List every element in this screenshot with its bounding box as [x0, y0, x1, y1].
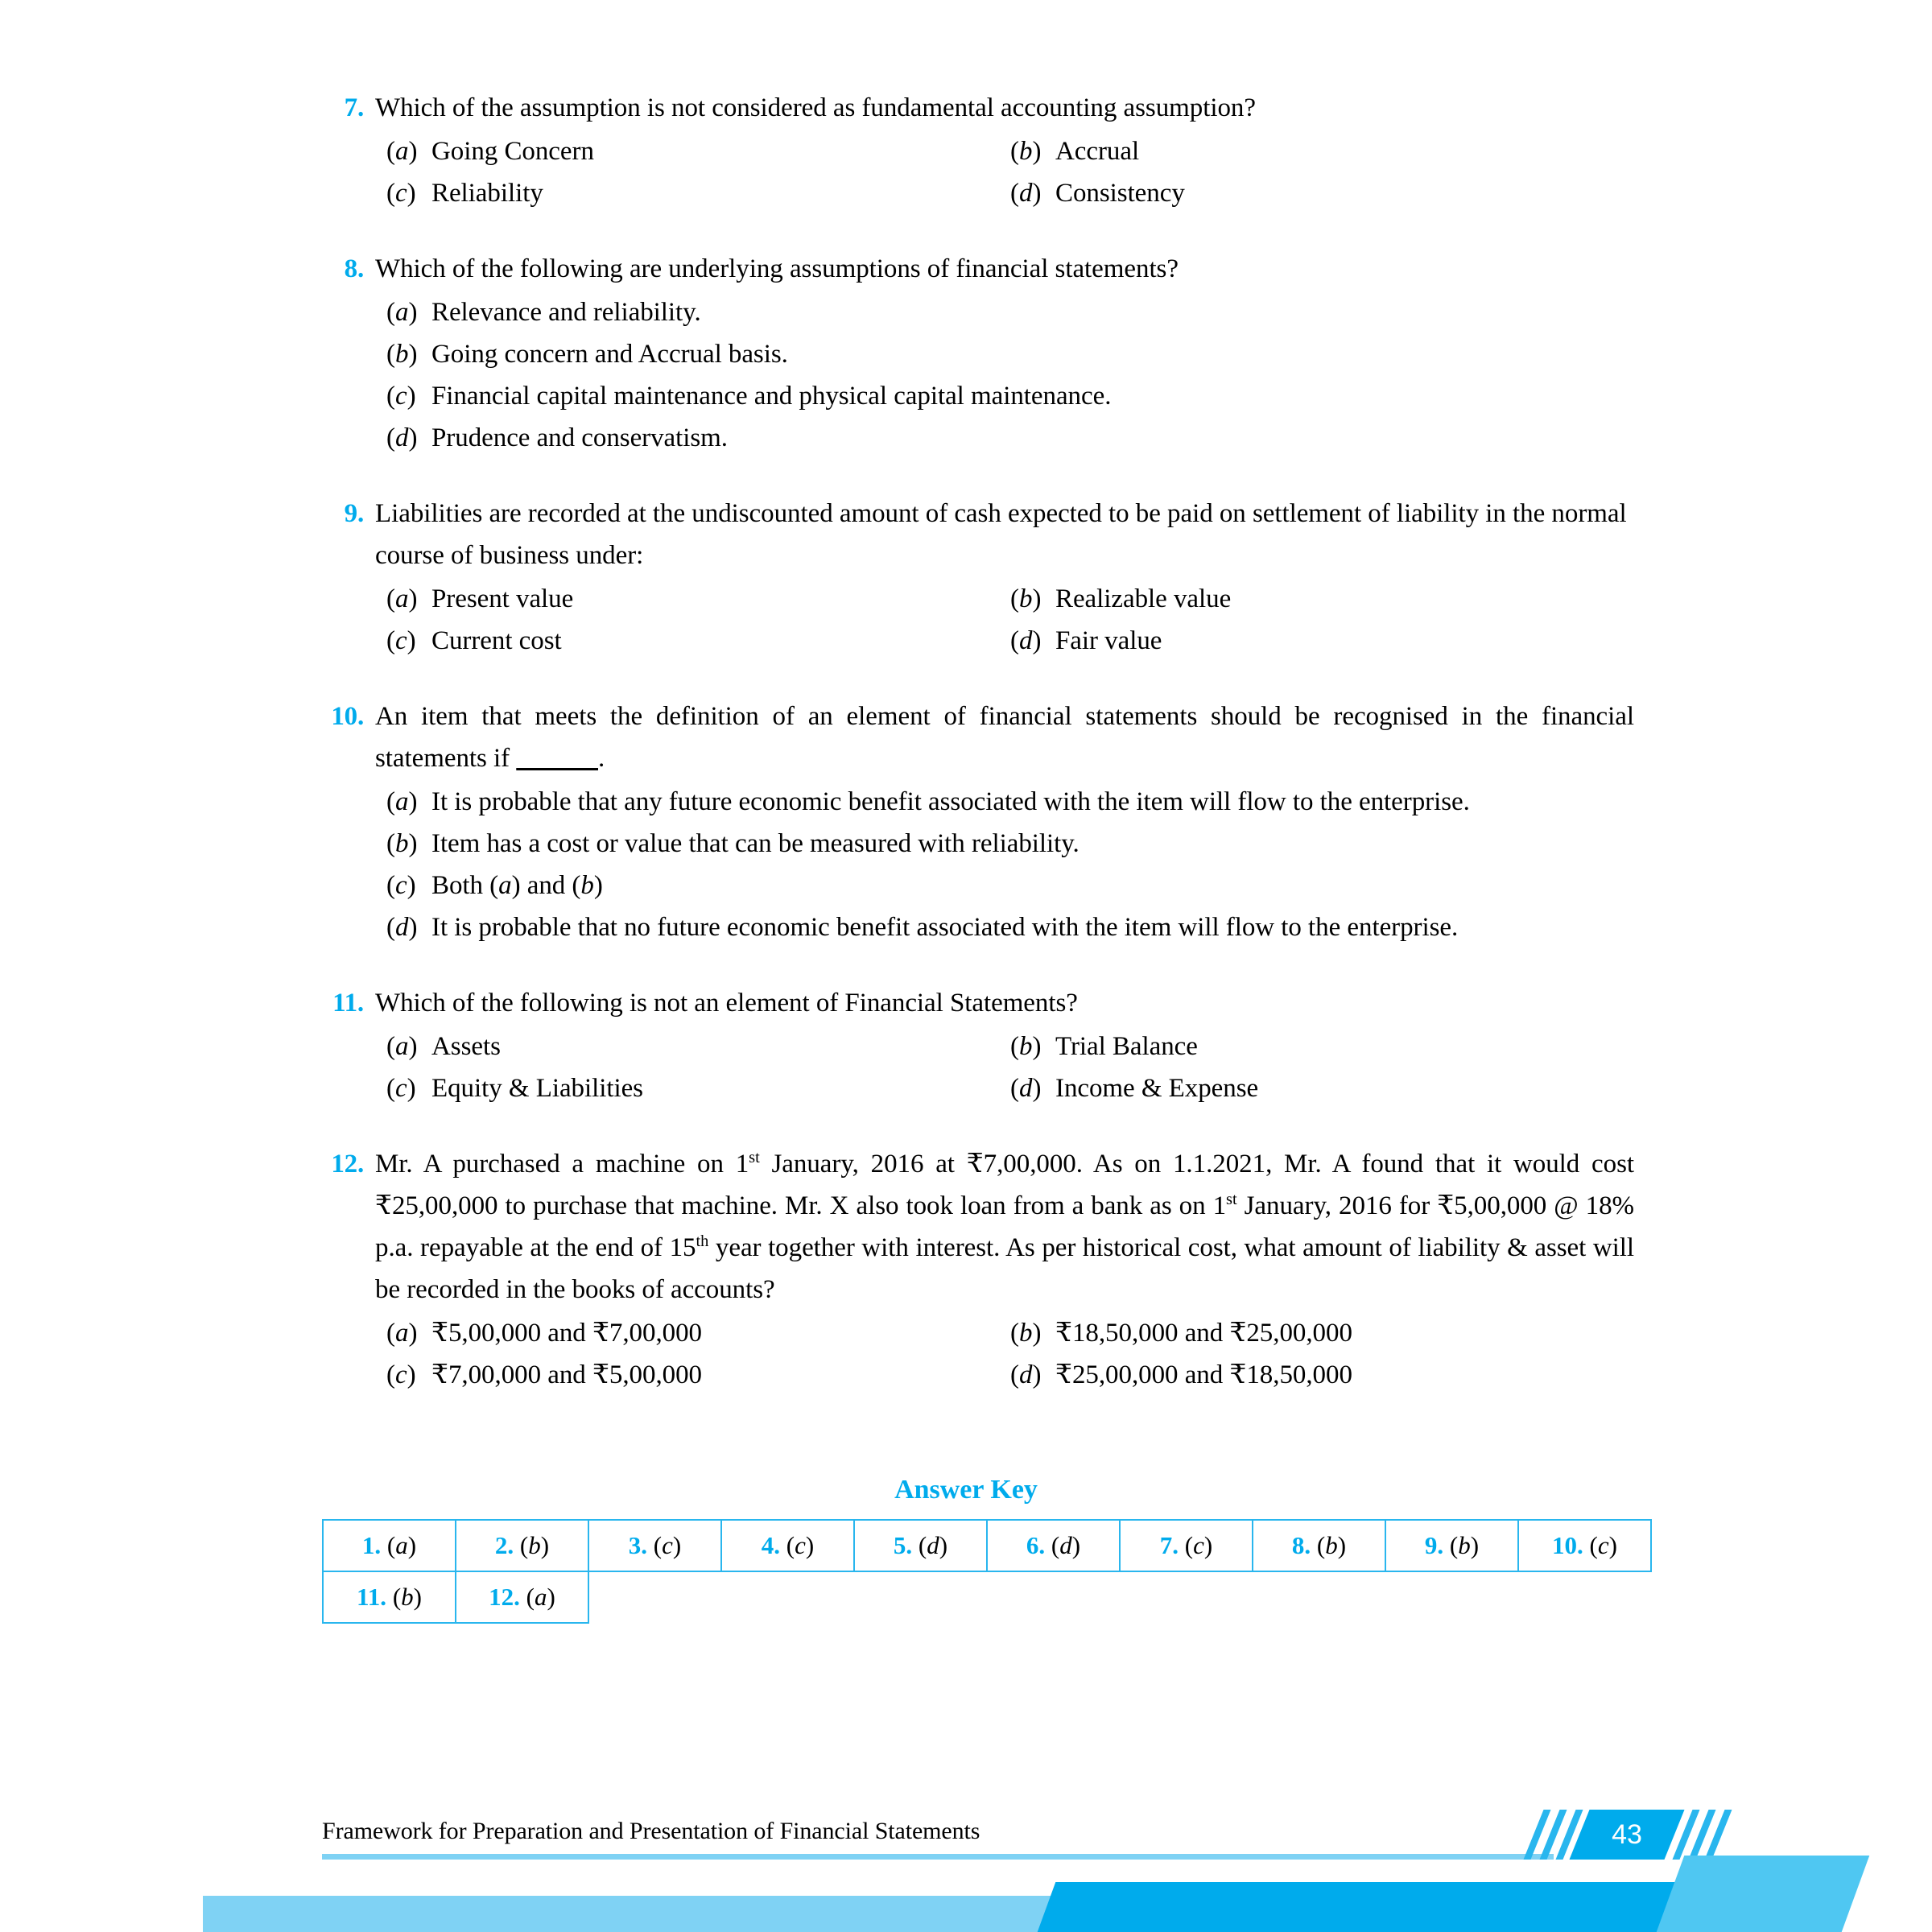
answer-key-question-number: 8.	[1291, 1531, 1311, 1559]
option-item[interactable]	[1010, 578, 1634, 620]
option-label: (a)	[386, 1032, 418, 1061]
option-text: ₹5,00,000 and ₹7,00,000	[431, 1319, 702, 1348]
option-label: (c)	[386, 871, 416, 900]
answer-key-answer: (b)	[392, 1583, 422, 1611]
answer-key-question-number: 4.	[761, 1531, 781, 1559]
option-text: Item has a cost or value that can be measured with reliability.	[431, 829, 1080, 858]
option-item[interactable]	[386, 620, 1010, 662]
options-column-left	[386, 1312, 1010, 1396]
footer-bar-right	[1657, 1856, 1870, 1932]
answer-key-question-number: 11.	[357, 1583, 387, 1611]
answer-key-answer: (a)	[526, 1583, 555, 1611]
answer-key-answer: (c)	[653, 1531, 682, 1559]
answer-key-answer: (b)	[1316, 1531, 1347, 1559]
option-text: Fair value	[1055, 626, 1162, 655]
options-two-column	[386, 1312, 1634, 1396]
option-label: (a)	[386, 298, 418, 327]
answer-key-question-number: 5.	[893, 1531, 913, 1559]
page-number-plate	[1569, 1810, 1684, 1860]
answer-key-empty-cell	[1518, 1571, 1651, 1623]
option-label: (c)	[386, 626, 416, 655]
question-number: 7.	[344, 93, 364, 122]
answer-key-empty-cell	[1253, 1571, 1385, 1623]
options-column-right	[1010, 1026, 1634, 1109]
answer-key-cell	[987, 1520, 1120, 1571]
option-text: It is probable that no future economic benefit associated with the item will flow to the enterprise.	[431, 913, 1459, 942]
page-number-value: 43	[1612, 1819, 1642, 1850]
option-text: Accrual	[1055, 137, 1140, 166]
answer-key-answer: (d)	[1051, 1531, 1081, 1559]
option-item[interactable]	[386, 172, 1010, 214]
answer-key-question-number: 6.	[1026, 1531, 1046, 1559]
option-label: (c)	[386, 382, 416, 411]
option-item[interactable]	[1010, 1067, 1634, 1109]
answer-key-question-number: 1.	[361, 1531, 382, 1559]
option-text: Assets	[431, 1032, 501, 1061]
option-label: (d)	[1010, 1360, 1042, 1389]
question-text: Mr. A purchased a machine on 1st January, 2016 at ₹7,00,000. As on 1.1.2021, Mr. A found that it would cost ₹25,00,000 to purchase that machine. Mr. X also took loan from a bank as on 1st January, 2016 for ₹5,00,000 @ 18% p.a. repayable at the end of 15th year together with interest. As per historical cost, what amount of liability & asset will be recorded in the books of accounts?	[375, 1149, 1634, 1304]
option-item[interactable]	[386, 823, 1634, 865]
option-text: Prudence and conservatism.	[431, 423, 729, 452]
answer-key-answer: (c)	[1589, 1531, 1617, 1559]
answer-key-answer: (b)	[519, 1531, 550, 1559]
option-text: Relevance and reliability.	[431, 298, 701, 327]
question-heading	[322, 248, 1634, 290]
answer-key-cell	[1385, 1520, 1518, 1571]
option-item[interactable]	[1010, 1026, 1634, 1067]
answer-key-question-number: 10.	[1552, 1531, 1583, 1559]
question-heading	[322, 493, 1634, 576]
option-label: (c)	[386, 1074, 416, 1103]
question-heading	[322, 982, 1634, 1024]
answer-key-cell	[1253, 1520, 1385, 1571]
answer-key-cell	[456, 1571, 588, 1623]
options-column-left	[386, 1026, 1010, 1109]
option-item[interactable]	[386, 291, 1634, 333]
question-number: 9.	[344, 499, 364, 528]
answer-key-empty-cell	[987, 1571, 1120, 1623]
options-column-left	[386, 578, 1010, 662]
question-list	[322, 87, 1634, 1430]
options-one-column	[386, 781, 1634, 948]
option-text: Current cost	[431, 626, 562, 655]
footer-chapter-title: Framework for Preparation and Presentation of Financial Statements	[322, 1818, 980, 1844]
answer-key-question-number: 3.	[628, 1531, 648, 1559]
option-label: (b)	[1010, 1032, 1042, 1061]
answer-key-row	[323, 1571, 1651, 1623]
option-label: (b)	[1010, 1319, 1042, 1348]
answer-key-question-number: 9.	[1424, 1531, 1444, 1559]
option-text: Trial Balance	[1055, 1032, 1198, 1061]
option-text: Realizable value	[1055, 584, 1232, 613]
option-text: Going concern and Accrual basis.	[431, 340, 788, 369]
answer-key-empty-cell	[1385, 1571, 1518, 1623]
answer-key-table	[322, 1519, 1652, 1624]
option-label: (a)	[386, 584, 418, 613]
answer-key-cell	[456, 1520, 588, 1571]
option-item[interactable]	[1010, 130, 1634, 172]
answer-key-row	[323, 1520, 1651, 1571]
answer-key-cell	[721, 1520, 854, 1571]
option-item[interactable]	[386, 333, 1634, 375]
page-number-badge	[1534, 1810, 1743, 1860]
option-item[interactable]	[1010, 620, 1634, 662]
options-one-column	[386, 291, 1634, 459]
option-item[interactable]	[386, 781, 1634, 823]
answer-key-answer: (c)	[1184, 1531, 1213, 1559]
option-text: ₹25,00,000 and ₹18,50,000	[1055, 1360, 1352, 1389]
option-item[interactable]	[1010, 172, 1634, 214]
question-text: An item that meets the definition of an element of financial statements should be recognised in the financial statements if .	[375, 702, 1634, 773]
option-item[interactable]	[386, 906, 1634, 948]
option-text: Financial capital maintenance and physical capital maintenance.	[431, 382, 1112, 411]
answer-key-empty-cell	[1120, 1571, 1253, 1623]
question-number: 8.	[344, 254, 364, 283]
question-block	[322, 696, 1634, 948]
option-label: (b)	[1010, 584, 1042, 613]
question-number: 12.	[331, 1150, 364, 1179]
option-text: Both (a) and (b)	[431, 871, 603, 900]
question-number: 11.	[332, 989, 364, 1018]
option-label: (c)	[386, 1360, 416, 1389]
option-item[interactable]	[386, 1026, 1010, 1067]
question-text: Which of the following are underlying assumptions of financial statements?	[375, 254, 1179, 283]
option-item[interactable]	[386, 1312, 1010, 1354]
answer-key-empty-cell	[721, 1571, 854, 1623]
question-block	[322, 87, 1634, 214]
question-text: Which of the assumption is not considered as fundamental accounting assumption?	[375, 93, 1256, 122]
option-item[interactable]	[386, 578, 1010, 620]
question-block	[322, 1143, 1634, 1396]
option-text: ₹7,00,000 and ₹5,00,000	[431, 1360, 702, 1389]
footer-divider	[322, 1854, 1554, 1860]
option-label: (d)	[1010, 626, 1042, 655]
question-heading	[322, 696, 1634, 779]
option-item[interactable]	[386, 865, 1634, 906]
answer-key-answer: (b)	[1449, 1531, 1480, 1559]
option-item[interactable]	[386, 417, 1634, 459]
question-text: Which of the following is not an element of Financial Statements?	[375, 989, 1078, 1018]
answer-key-question-number: 2.	[494, 1531, 514, 1559]
option-label: (d)	[386, 423, 418, 452]
answer-key-question-number: 12.	[489, 1583, 520, 1611]
answer-key-answer: (d)	[918, 1531, 948, 1559]
question-block	[322, 248, 1634, 459]
answer-key-cell	[323, 1520, 456, 1571]
option-item[interactable]	[1010, 1354, 1634, 1396]
question-text: Liabilities are recorded at the undiscounted amount of cash expected to be paid on settlement of liability in the normal course of business under:	[375, 499, 1627, 570]
answer-key-cell	[1518, 1520, 1651, 1571]
options-column-left	[386, 130, 1010, 214]
option-text: Equity & Liabilities	[431, 1074, 643, 1103]
option-label: (a)	[386, 787, 418, 816]
option-item[interactable]	[386, 130, 1010, 172]
options-two-column	[386, 1026, 1634, 1109]
answer-key-empty-cell	[588, 1571, 721, 1623]
option-label: (b)	[386, 829, 418, 858]
question-heading	[322, 1143, 1634, 1311]
option-text: Consistency	[1055, 179, 1185, 208]
option-item[interactable]	[386, 1354, 1010, 1396]
question-heading	[322, 87, 1634, 129]
answer-key-answer: (a)	[386, 1531, 417, 1559]
option-text: Present value	[431, 584, 574, 613]
options-column-right	[1010, 1312, 1634, 1396]
option-item[interactable]	[1010, 1312, 1634, 1354]
answer-key-cell	[323, 1571, 456, 1623]
option-label: (a)	[386, 137, 418, 166]
option-label: (d)	[386, 913, 418, 942]
option-text: Going Concern	[431, 137, 594, 166]
option-label: (d)	[1010, 179, 1042, 208]
option-text: ₹18,50,000 and ₹25,00,000	[1055, 1319, 1352, 1348]
answer-key-cell	[588, 1520, 721, 1571]
options-column-right	[1010, 578, 1634, 662]
option-item[interactable]	[386, 375, 1634, 417]
answer-key-empty-cell	[854, 1571, 987, 1623]
option-text: Income & Expense	[1055, 1074, 1259, 1103]
answer-key-question-number: 7.	[1159, 1531, 1179, 1559]
answer-key-cell	[1120, 1520, 1253, 1571]
option-label: (a)	[386, 1319, 418, 1348]
options-column-right	[1010, 130, 1634, 214]
question-block	[322, 493, 1634, 662]
question-number: 10.	[331, 702, 364, 731]
question-block	[322, 982, 1634, 1109]
option-label: (b)	[386, 340, 418, 369]
option-text: It is probable that any future economic benefit associated with the item will flow to the enterprise.	[431, 787, 1470, 816]
option-text: Reliability	[431, 179, 543, 208]
options-two-column	[386, 578, 1634, 662]
footer-bar-light	[203, 1896, 1096, 1932]
answer-key-cell	[854, 1520, 987, 1571]
option-label: (c)	[386, 179, 416, 208]
option-label: (b)	[1010, 137, 1042, 166]
options-two-column	[386, 130, 1634, 214]
option-item[interactable]	[386, 1067, 1010, 1109]
answer-key-answer: (c)	[786, 1531, 815, 1559]
answer-key-title: Answer Key	[894, 1475, 1038, 1505]
option-label: (d)	[1010, 1074, 1042, 1103]
